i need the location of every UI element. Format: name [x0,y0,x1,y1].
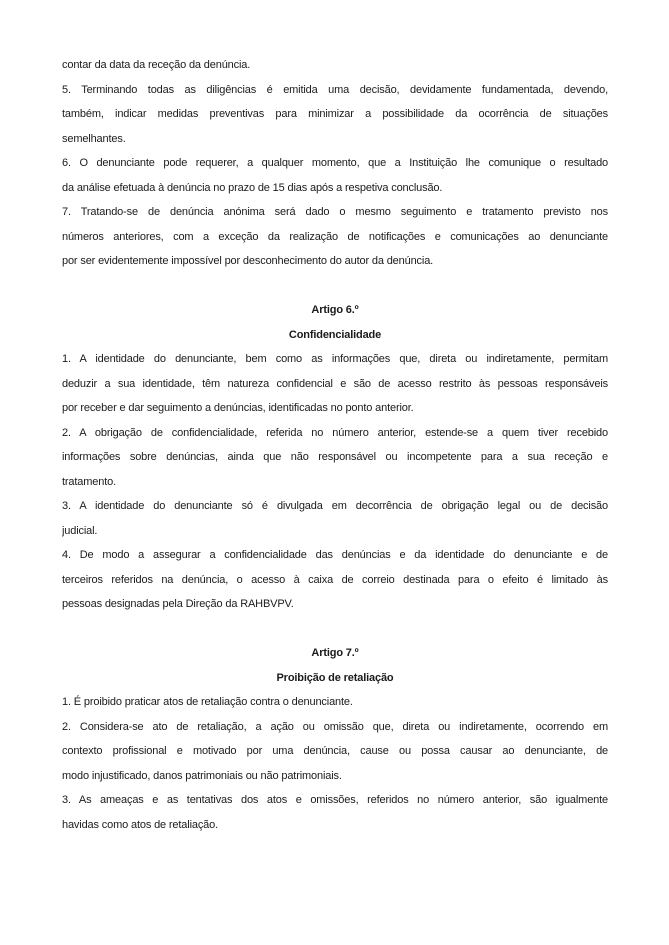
paragraph-line: 3. A identidade do denunciante só é divulgada em decorrência de obrigação legal ou de decisão [62,500,608,512]
paragraph-line: 2. A obrigação de confidencialidade, referida no número anterior, estende-se a quem tiver recebido [62,426,608,439]
paragraph-line: pessoas designadas pela Direção da RAHBVPV. [62,598,294,610]
paragraph [62,715,608,789]
paragraph [62,78,608,152]
paragraph [62,151,608,200]
paragraph-line: 5. Terminando todas as diligências é emitida uma decisão, devidamente fundamentada, devendo, [62,83,608,96]
paragraph-line: por receber e dar seguimento a denúncias, identificadas no ponto anterior. [62,402,414,414]
paragraph [62,494,608,543]
article-number-heading: Artigo 6.º [311,304,359,316]
paragraph-line: contar da data da receção da denúncia. [62,59,251,71]
paragraph-line: semelhantes. [62,132,126,145]
article-heading-group [62,298,608,347]
paragraph [62,543,608,617]
paragraph-line: informações sobre denúncias, ainda que não responsável ou incompetente para a sua receção e [62,451,608,463]
paragraph-line: da análise efetuada à denúncia no prazo de 15 dias após a respetiva conclusão. [62,181,443,194]
paragraph-line: 4. De modo a assegurar a confidencialidade das denúncias e da identidade do denunciante e de [62,549,608,561]
paragraph-line: contexto profissional e motivado por uma denúncia, cause ou possa causar ao denunciante, de [62,745,608,757]
article-number-heading: Artigo 7.º [311,647,359,659]
article-title-heading: Confidencialidade [288,328,382,341]
paragraph-line: 1. É proibido praticar atos de retaliação contra o denunciante. [62,696,353,708]
paragraph-line: 7. Tratando-se de denúncia anónima será dado o mesmo seguimento e tratamento previsto nos [62,206,608,218]
paragraph [62,421,608,495]
article-title-heading: Proibição de retaliação [276,671,394,684]
paragraph-line: havidas como atos de retaliação. [62,818,219,831]
paragraph-line: 6. O denunciante pode requerer, a qualquer momento, que a Instituição lhe comunique o resultado [62,157,608,169]
paragraph-line: 3. As ameaças e as tentativas dos atos e omissões, referidos no número anterior, são igualmente [62,794,608,806]
paragraph-line: por ser evidentemente impossível por desconhecimento do autor da denúncia. [62,255,434,267]
paragraph [62,53,608,78]
paragraph-line: judicial. [62,524,98,537]
paragraph-line: 2. Considera-se ato de retaliação, a ação ou omissão que, direta ou indiretamente, ocorrendo em [62,720,608,733]
paragraph [62,690,608,715]
paragraph-line: 1. A identidade do denunciante, bem como as informações que, direta ou indiretamente, permitam [62,353,608,365]
article-heading-group [62,641,608,690]
paragraph [62,347,608,421]
paragraph-line: terceiros referidos na denúncia, o acesso à caixa de correio destinada para o efeito é limitado às [62,573,608,586]
paragraph-line: deduzir a sua identidade, têm natureza confidencial e são de acesso restrito às pessoas responsáveis [62,377,608,390]
paragraph [62,200,608,274]
paragraph-line: também, indicar medidas preventivas para minimizar a possibilidade da ocorrência de situações [62,108,608,120]
paragraph [62,788,608,837]
paragraph-line: modo injustificado, danos patrimoniais ou não patrimoniais. [62,769,342,782]
paragraph-line: números anteriores, com a exceção da realização de notificações e comunicações ao denunciante [62,230,608,243]
paragraph-line: tratamento. [62,475,116,488]
